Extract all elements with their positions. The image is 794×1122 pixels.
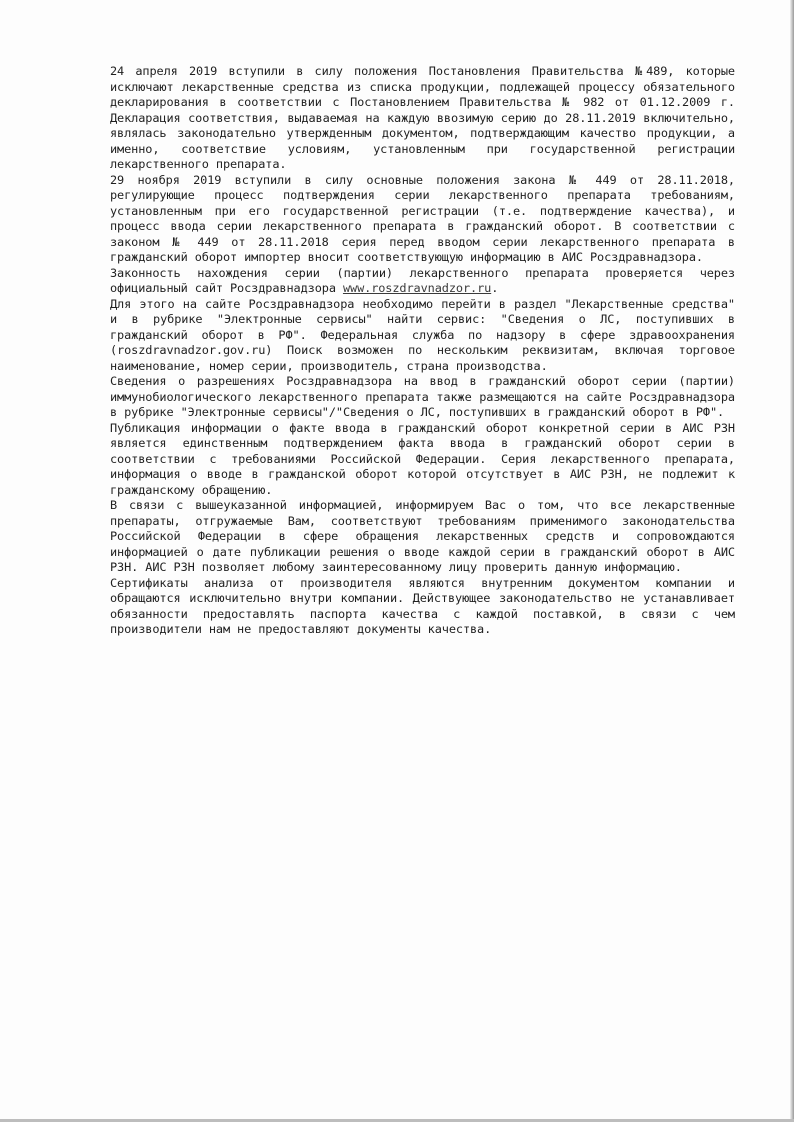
paragraph-immunobiological: Сведения о разрешениях Росздравнадзора на ввод в гражданский оборот серии (партии) иммунобиологического лекарственного препарата также размещаются на сайте Росздравнадзора в рубрике "Электронные сервисы"/"Сведения о ЛС, поступивших в гражданский оборот в РФ". <box>110 374 735 419</box>
paragraph-decree-489: 24 апреля 2019 вступили в силу положения Постановления Правительства №489, которые исключают лекарственные средства из списка продукции, подлежащей процессу обязательного декларирования в соответствии с Постановлением Правительства № 982 от 01.12.2009 г. Декларация соответствия, выдаваемая на каждую ввозимую серию до 28.11.2019 включительно, являлась законодательно утвержденным документом, подтверждающим качество продукции, а именно, соответствие условиям, установленным при государственной регистрации лекарственного препарата. <box>110 64 735 171</box>
document-body <box>110 64 735 638</box>
paragraph-certificates: Сертификаты анализа от производителя являются внутренним документом компании и обращаются исключительно внутри компании. Действующее законодательство не устанавливает обязанности предоставлять паспорта качества с каждой поставкой, в связи с чем производители нам не предоставляют документы качества. <box>110 575 735 636</box>
roszdravnadzor-link[interactable]: www.roszdravnadzor.ru <box>342 281 492 295</box>
paragraph-compliance-notice: В связи с вышеуказанной информацией, информируем Вас о том, что все лекарственные препараты, отгружаемые Вам, соответствуют требованиям применимого законодательства Российской Федерации в сфере обращения лекарственных средств и сопровождаются информацией о дате публикации решения о вводе каждой серии в гражданский оборот в АИС РЗН. АИС РЗН позволяет любому заинтересованному лицу проверить данную информацию. <box>110 498 735 574</box>
paragraph-search-instructions: Для этого на сайте Росздравнадзора необходимо перейти в раздел "Лекарственные средства" и в рубрике "Электронные сервисы" найти сервис: "Сведения о ЛС, поступивших в гражданский оборот в РФ". Федеральная служба по надзору в сфере здравоохранения (roszdravnadzor.gov.ru) Поиск возможен по нескольким реквизитам, включая торговое наименование, номер серии, производитель, страна производства. <box>110 296 735 373</box>
verification-text-end: . <box>491 281 499 295</box>
verification-text: Законность нахождения серии (партии) лекарственного препарата проверяется через официальный сайт Росздравнадзора <box>110 265 735 295</box>
scan-edge-right <box>790 0 794 1122</box>
paragraph-verification-site <box>110 266 735 297</box>
paragraph-ais-rzn-publication: Публикация информации о факте ввода в гражданский оборот конкретной серии в АИС РЗН является единственным подтверждением факта ввода в гражданский оборот серии в соответствии с требованиями Российской Федерации. Серия лекарственного препарата, информация о вводе в гражданской оборот которой отсутствует в АИС РЗН, не подлежит к гражданскому обращению. <box>110 420 735 497</box>
paragraph-law-449: 29 ноября 2019 вступили в силу основные положения закона № 449 от 28.11.2018, регулирующие процесс подтверждения серии лекарственного препарата требованиям, установленным при его государственной регистрации (т.е. подтверждение качества), и процесс ввода серии лекарственного препарата в гражданский оборот. В соответствии с законом № 449 от 28.11.2018 серия перед вводом серии лекарственного препарата в гражданский оборот импортер вносит соответствующую информацию в АИС Росздравнадзора. <box>110 172 735 264</box>
